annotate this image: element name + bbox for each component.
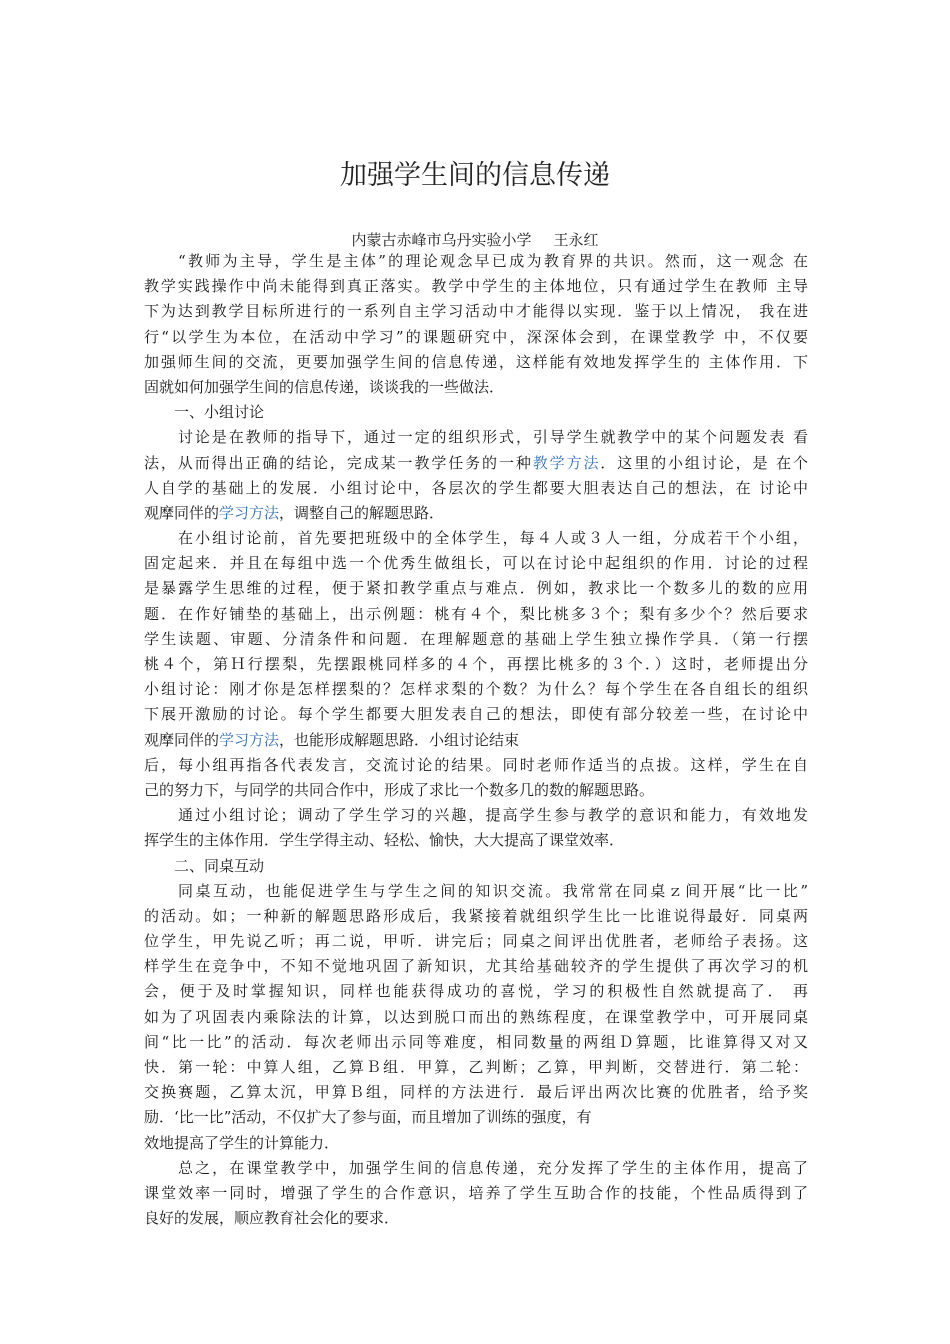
page-title: 加强学生间的信息传递: [340, 160, 610, 191]
text-line: 位学生，甲先说乙听；再二说，甲听．讲完后；同桌之间评出优胜者，老师给子表扬。这: [144, 932, 808, 951]
text-line: [144, 451, 808, 476]
text-line: 会，便于及时掌握知识，同样也能获得成功的喜悦，学习的积极性自然就提高了． 再: [144, 982, 808, 1001]
text-line: 间“比一比”的活动．每次老师出示同等难度，相同数量的两组Ｄ算题，比谁算得又对又: [144, 1032, 808, 1051]
text-line: 在小组讨论前，首先要把班级中的全体学生，每４人或３人一组，分成若干个小组，: [178, 529, 808, 548]
text-line: 同桌互动，也能促进学生与学生之间的知识交流。我常常在同桌ｚ间开展“比一比”: [178, 881, 808, 900]
text-line: 行“以学生为本位，在活动中学习”的课题研究中，深深体会到，在课堂教学 中，不仅要: [144, 327, 808, 346]
text-line: 后，每小组再指各代表发言，交流讨论的结果。同时老师作适当的点拔。这样，学生在自: [144, 755, 808, 774]
text-line: 教学实践操作中尚未能得到真正落实。教学中学生的主体地位，只有通过学生在教师 主导: [144, 277, 808, 296]
text-line: [144, 501, 808, 526]
text-line: 快．第一轮：中算人组，乙算Ｂ组．甲算，乙判断；乙算，甲判断，交替进行．第二轮：: [144, 1058, 808, 1076]
text-line: 效地提高了学生的计算能力．: [144, 1133, 340, 1152]
text-line: 桃４个，第Ｈ行摆梨，先摆跟桃同样多的４个，再摆比桃多的３个．）这时，老师提出分: [144, 655, 808, 673]
text-line: 人自学的基础上的发展．小组讨论中，各层次的学生都要大胆表达自己的想法，在 讨论中: [144, 478, 808, 497]
text-segment: 观摩同伴的: [144, 503, 220, 522]
section-heading: 二、同桌互动: [174, 856, 265, 875]
text-segment: ，也能形成解题思路．小组讨论结束: [279, 730, 520, 749]
byline-school: 内蒙古赤峰市乌丹实验小学: [351, 231, 532, 249]
text-line: 励．‘比一比”活动，不仅扩大了参与面，而且增加了训练的强度，有: [144, 1108, 592, 1127]
text-line: 良好的发展，顺应教育社会化的要求．: [144, 1209, 400, 1228]
section-heading: 一、小组讨论: [174, 403, 265, 422]
text-line: [144, 728, 808, 753]
text-line: 加强师生间的交流，更要加强学生间的信息传递，这样能有效地发挥学生的 主体作用．下: [144, 352, 808, 371]
text-line: 总之，在课堂教学中，加强学生间的信息传递，充分发挥了学生的主体作用，提高了: [178, 1158, 808, 1177]
text-line: 交换赛题，乙算太沉，甲算Ｂ组，同样的方法进行．最后评出两次比赛的优胜者，给予奖: [144, 1083, 808, 1102]
text-line: 固定起来．并且在每组中选一个优秀生做组长，可以在讨论中起组织的作用．讨论的过程: [144, 554, 808, 573]
text-line: 下展开激励的讨论。每个学生都要大胆发表自己的想法，即使有部分较差一些，在讨论中: [144, 705, 808, 724]
text-line: 的活动。如；一种新的解题思路形成后，我紧接着就组织学生比一比谁说得最好．同桌两: [144, 906, 808, 925]
text-segment: 法，从而得出正确的结论，完成某一教学任务的一种: [144, 453, 533, 472]
text-line: 样学生在竞争中，不知不觉地巩固了新知识，尤其给基础较齐的学生提供了再次学习的机: [144, 957, 808, 976]
byline-author: 王永红: [553, 231, 599, 249]
text-line: “教师为主导，学生是主体”的理论观念早已成为教育界的共识。然而，这一观念 在: [178, 252, 808, 270]
text-line: 下为达到教学目标所进行的一系列自主学习活动中才能得以实现．鉴于以上情况， 我在进: [144, 302, 808, 321]
text-line: 学生读题、审题、分清条件和问题．在理解题意的基础上学生独立操作学具．（第一行摆: [144, 629, 808, 648]
text-line: 挥学生的主体作用．学生学得主动、轻松、愉快，大大提高了课堂效率．: [144, 831, 625, 850]
text-line: 小组讨论：刚才你是怎样摆梨的？怎样求梨的个数？为什么？每个学生在各自组长的组织: [144, 680, 808, 699]
text-line: 是暴露学生思维的过程，便于紧扣教学重点与难点．例如，教求比一个数多儿的数的应用: [144, 579, 808, 598]
text-line: 题．在作好铺垫的基础上，出示例题：桃有４个，梨比桃多３个；梨有多少个？然后要求: [144, 604, 808, 623]
text-segment: ，调整自己的解题思路．: [279, 503, 445, 522]
text-segment: 观摩同伴的: [144, 730, 220, 749]
text-line: 如为了巩固表内乘除法的计算，以达到脱口而出的熟练程度，在课堂教学中，可开展同桌: [144, 1007, 808, 1026]
link-teaching-method[interactable]: 教学方法: [532, 453, 601, 472]
text-line: 己的努力下，与同学的共同合作中，形成了求比一个数多几的数的解题思路。: [144, 780, 655, 799]
link-learning-method[interactable]: 学习方法: [219, 503, 280, 522]
link-learning-method[interactable]: 学习方法: [219, 730, 280, 749]
text-segment: ．这里的小组讨论，是 在个: [600, 453, 808, 472]
text-line: 通过小组讨论；调动了学生学习的兴趣，提高学生参与教学的意识和能力，有效地发: [178, 806, 808, 825]
text-line: 固就如何加强学生间的信息传递，谈谈我的一些做法．: [144, 377, 505, 396]
text-line: 讨论是在教师的指导下，通过一定的组织形式，引导学生就教学中的某个问题发表 看: [178, 428, 808, 447]
text-line: 课堂效率一同时，增强了学生的合作意识，培养了学生互助合作的技能，个性品质得到了: [144, 1183, 808, 1202]
article-body: [144, 249, 808, 1231]
